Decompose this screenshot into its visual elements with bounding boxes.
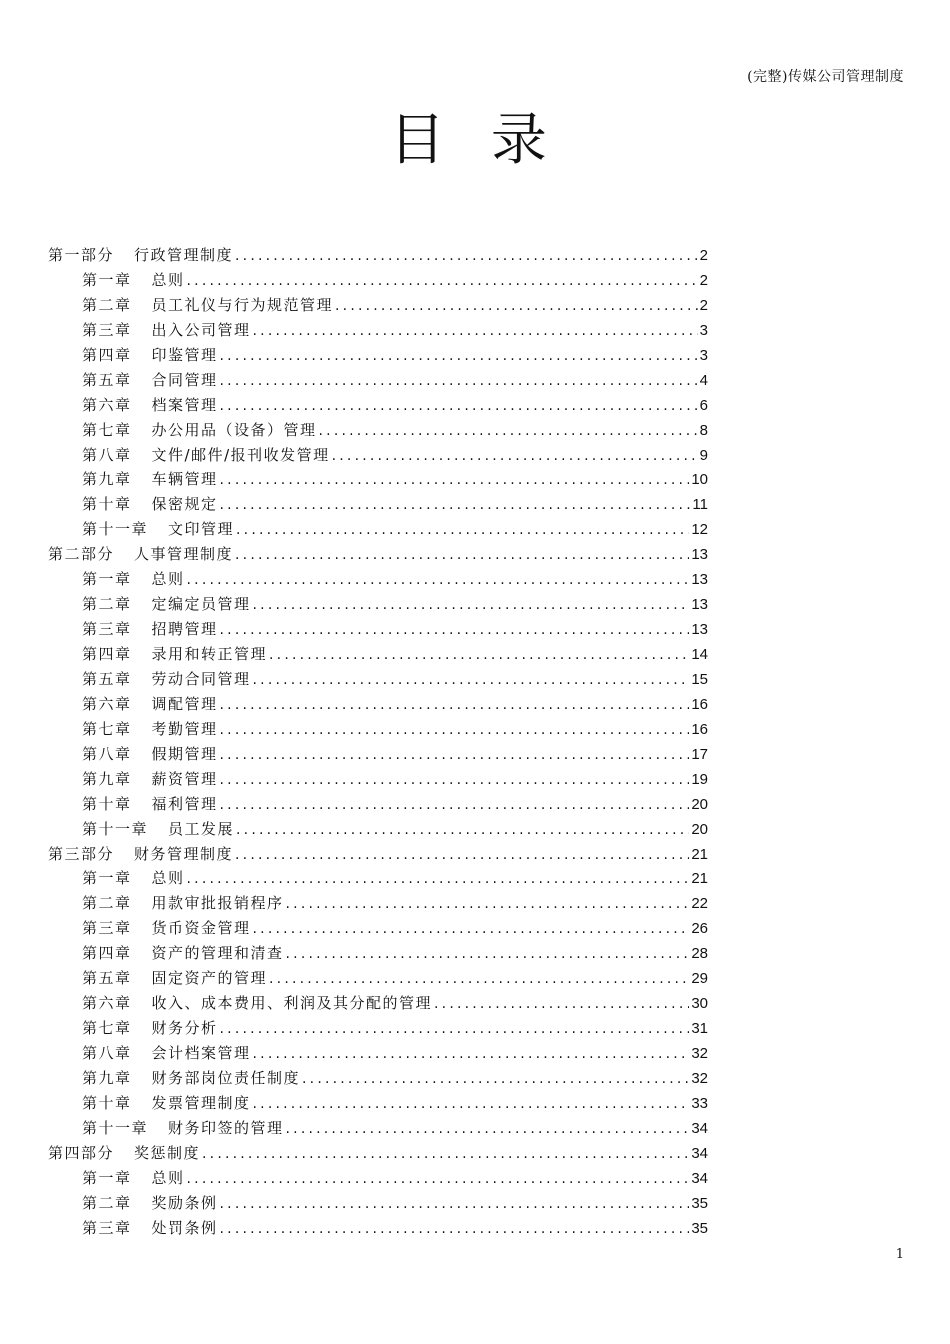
dot-leader <box>335 298 698 314</box>
toc-entry-number: 第九章 <box>82 470 132 489</box>
toc-chapter-entry[interactable] <box>48 942 708 967</box>
toc-chapter-entry[interactable] <box>48 1092 708 1117</box>
dot-leader <box>236 522 689 538</box>
toc-entry-number: 第十一章 <box>82 819 149 838</box>
dot-leader <box>286 946 690 962</box>
toc-entry-number: 第五章 <box>82 370 132 389</box>
toc-chapter-entry[interactable] <box>48 917 708 942</box>
toc-entry-label <box>82 1017 218 1038</box>
toc-entry-page: 33 <box>691 1094 708 1112</box>
toc-entry-label <box>82 718 218 739</box>
toc-entry-label <box>82 1167 185 1188</box>
dot-leader <box>235 847 689 863</box>
dot-leader <box>253 597 690 613</box>
toc-entry-title: 档案管理 <box>151 395 218 414</box>
toc-chapter-entry[interactable] <box>48 444 708 469</box>
toc-chapter-entry[interactable] <box>48 593 708 618</box>
toc-entry-page: 35 <box>691 1219 708 1237</box>
toc-chapter-entry[interactable] <box>48 1117 708 1142</box>
document-header: (完整)传媒公司管理制度 <box>747 69 904 85</box>
toc-chapter-entry[interactable] <box>48 394 708 419</box>
toc-chapter-entry[interactable] <box>48 493 708 518</box>
toc-entry-number: 第二章 <box>82 894 132 913</box>
toc-entry-number: 第三章 <box>82 320 132 339</box>
toc-entry-title: 文印管理 <box>168 520 235 539</box>
toc-entry-label <box>82 1092 251 1113</box>
toc-entry-page: 16 <box>691 695 708 713</box>
toc-entry-page: 28 <box>691 945 708 963</box>
toc-entry-number: 第九章 <box>82 769 132 788</box>
dot-leader <box>187 273 698 289</box>
toc-part-entry[interactable] <box>48 543 708 568</box>
toc-entry-page: 2 <box>699 296 708 314</box>
toc-entry-label <box>48 1142 200 1163</box>
toc-entry-title: 薪资管理 <box>151 769 218 788</box>
dot-leader <box>434 996 689 1012</box>
toc-entry-number: 第六章 <box>82 994 132 1013</box>
toc-entry-page: 34 <box>691 1119 708 1137</box>
toc-entry-label <box>82 743 218 764</box>
toc-entry-label <box>82 618 218 639</box>
toc-entry-page: 30 <box>691 995 708 1013</box>
dot-leader <box>319 423 698 439</box>
toc-entry-label <box>82 319 251 340</box>
toc-entry-label <box>82 967 267 988</box>
toc-entry-number: 第八章 <box>82 445 132 464</box>
toc-entry-label <box>82 369 218 390</box>
toc-entry-number: 第二章 <box>82 595 132 614</box>
toc-entry-number: 第三章 <box>82 919 132 938</box>
toc-entry-title: 奖惩制度 <box>134 1143 201 1162</box>
toc-entry-page: 34 <box>691 1144 708 1162</box>
dot-leader <box>235 547 689 563</box>
toc-entry-page: 8 <box>699 421 708 439</box>
dot-leader <box>302 1071 689 1087</box>
dot-leader <box>187 1171 690 1187</box>
dot-leader <box>220 797 690 813</box>
toc-chapter-entry[interactable] <box>48 468 708 493</box>
toc-entry-label <box>82 394 218 415</box>
toc-entry-title: 财务印签的管理 <box>168 1118 284 1137</box>
dot-leader <box>286 1121 690 1137</box>
dot-leader <box>269 971 689 987</box>
toc-entry-number: 第一章 <box>82 570 132 589</box>
toc-entry-page: 2 <box>699 271 708 289</box>
toc-entry-number: 第十章 <box>82 794 132 813</box>
toc-entry-label <box>82 419 317 440</box>
toc-entry-page: 17 <box>691 745 708 763</box>
toc-entry-label <box>82 1042 251 1063</box>
toc-chapter-entry[interactable] <box>48 743 708 768</box>
toc-entry-title: 保密规定 <box>151 495 218 514</box>
toc-entry-label <box>82 793 218 814</box>
toc-entry-number: 第七章 <box>82 719 132 738</box>
toc-entry-page: 35 <box>691 1194 708 1212</box>
toc-entry-title: 合同管理 <box>151 370 218 389</box>
toc-chapter-entry[interactable] <box>48 793 708 818</box>
toc-chapter-entry[interactable] <box>48 1192 708 1217</box>
toc-entry-label <box>82 444 330 465</box>
toc-entry-label <box>82 518 234 539</box>
toc-entry-label <box>82 867 185 888</box>
dot-leader <box>202 1146 689 1162</box>
toc-chapter-entry[interactable] <box>48 718 708 743</box>
toc-entry-title: 发票管理制度 <box>151 1093 251 1112</box>
toc-entry-page: 3 <box>699 346 708 364</box>
toc-entry-number: 第二章 <box>82 295 132 314</box>
toc-entry-title: 奖励条例 <box>151 1193 218 1212</box>
toc-entry-page: 15 <box>691 670 708 688</box>
toc-entry-page: 3 <box>699 321 708 339</box>
toc-chapter-entry[interactable] <box>48 1167 708 1192</box>
toc-entry-page: 10 <box>691 471 708 489</box>
toc-chapter-entry[interactable] <box>48 867 708 892</box>
toc-entry-page: 4 <box>699 371 708 389</box>
toc-entry-title: 考勤管理 <box>151 719 218 738</box>
dot-leader <box>220 747 690 763</box>
toc-title: 目 录 <box>389 108 561 173</box>
toc-entry-number: 第四部分 <box>48 1143 115 1162</box>
toc-entry-number: 第六章 <box>82 694 132 713</box>
dot-leader <box>253 1046 690 1062</box>
toc-entry-page: 29 <box>691 970 708 988</box>
toc-entry-label <box>82 668 251 689</box>
dot-leader <box>253 921 690 937</box>
dot-leader <box>187 572 690 588</box>
toc-entry-title: 会计档案管理 <box>151 1044 251 1062</box>
dot-leader <box>253 672 690 688</box>
toc-entry-title: 文件/邮件/报刊收发管理 <box>151 445 330 464</box>
toc-entry-page: 34 <box>691 1169 708 1187</box>
toc-entry-page: 22 <box>691 895 708 913</box>
toc-entry-number: 第三部分 <box>48 844 115 863</box>
toc-chapter-entry[interactable] <box>48 518 708 543</box>
toc-entry-page: 19 <box>691 770 708 788</box>
dot-leader <box>269 647 689 663</box>
toc-entry-label <box>48 843 233 864</box>
toc-chapter-entry[interactable] <box>48 818 708 843</box>
toc-entry-label <box>82 1117 284 1138</box>
toc-entry-title: 假期管理 <box>151 744 218 763</box>
toc-entry-title: 固定资产的管理 <box>151 969 268 988</box>
toc-chapter-entry[interactable] <box>48 892 708 917</box>
dot-leader <box>286 896 690 912</box>
toc-entry-title: 总则 <box>151 270 185 289</box>
toc-entry-title: 收入、成本费用、利润及其分配的管理 <box>151 994 433 1013</box>
toc-entry-title: 调配管理 <box>151 694 218 713</box>
toc-chapter-entry[interactable] <box>48 1217 708 1242</box>
dot-leader <box>220 497 691 513</box>
toc-entry-page: 13 <box>691 546 708 564</box>
toc-entry-title: 员工礼仪与行为规范管理 <box>151 295 334 314</box>
toc-entry-label <box>82 917 251 938</box>
toc-entry-label <box>82 1067 300 1088</box>
toc-entry-number: 第八章 <box>82 744 132 763</box>
toc-entry-number: 第十章 <box>82 1093 132 1112</box>
toc-entry-label <box>82 892 284 913</box>
toc-entry-page: 13 <box>691 596 708 614</box>
toc-entry-page: 13 <box>691 571 708 589</box>
toc-chapter-entry[interactable] <box>48 643 708 668</box>
dot-leader <box>187 871 690 887</box>
dot-leader <box>236 822 689 838</box>
dot-leader <box>253 1096 690 1112</box>
toc-entry-number: 第四章 <box>82 645 132 663</box>
toc-chapter-entry[interactable] <box>48 618 708 643</box>
toc-entry-title: 资产的管理和清查 <box>151 944 284 963</box>
dot-leader <box>235 248 698 264</box>
toc-part-entry[interactable] <box>48 244 708 269</box>
toc-entry-title: 福利管理 <box>151 794 218 813</box>
toc-entry-label <box>82 942 284 963</box>
toc-entry-title: 印鉴管理 <box>151 345 218 364</box>
toc-entry-title: 用款审批报销程序 <box>151 894 284 913</box>
dot-leader <box>220 722 690 738</box>
dot-leader <box>220 1221 690 1237</box>
toc-entry-number: 第七章 <box>82 1019 132 1038</box>
toc-entry-page: 11 <box>692 496 708 514</box>
toc-entry-page: 12 <box>691 521 708 539</box>
toc-entry-label <box>82 294 333 315</box>
toc-entry-page: 32 <box>691 1069 708 1087</box>
toc-chapter-entry[interactable] <box>48 992 708 1017</box>
toc-entry-title: 财务部岗位责任制度 <box>151 1068 301 1087</box>
toc-entry-label <box>82 568 185 589</box>
toc-chapter-entry[interactable] <box>48 1017 708 1042</box>
toc-part-entry[interactable] <box>48 843 708 868</box>
toc-entry-page: 21 <box>691 845 708 863</box>
toc-entry-page: 16 <box>691 720 708 738</box>
dot-leader <box>220 1021 690 1037</box>
toc-entry-number: 第三章 <box>82 620 132 639</box>
toc-entry-page: 21 <box>691 870 708 888</box>
toc-entry-number: 第五章 <box>82 969 132 988</box>
dot-leader <box>220 1196 690 1212</box>
toc-entry-page: 31 <box>691 1020 708 1038</box>
toc-entry-number: 第三章 <box>82 1218 132 1237</box>
toc-chapter-entry[interactable] <box>48 319 708 344</box>
toc-entry-title: 车辆管理 <box>151 470 218 489</box>
toc-entry-title: 劳动合同管理 <box>151 669 251 688</box>
dot-leader <box>253 323 698 339</box>
toc-entry-title: 总则 <box>151 570 185 589</box>
toc-entry-title: 财务分析 <box>151 1019 218 1038</box>
dot-leader <box>220 398 698 414</box>
toc-entry-number: 第四章 <box>82 345 132 364</box>
dot-leader <box>220 772 690 788</box>
toc-entry-label <box>82 643 267 664</box>
toc-entry-page: 32 <box>691 1045 708 1062</box>
toc-entry-title: 招聘管理 <box>151 620 218 639</box>
toc-entry-title: 人事管理制度 <box>134 545 234 564</box>
toc-entry-label <box>82 593 251 614</box>
toc-entry-page: 20 <box>691 820 708 838</box>
toc-entry-number: 第十一章 <box>82 520 149 539</box>
toc-entry-label <box>82 1192 218 1213</box>
toc-entry-title: 员工发展 <box>168 819 235 838</box>
toc-chapter-entry[interactable] <box>48 768 708 793</box>
table-of-contents <box>48 244 708 1242</box>
toc-entry-title: 办公用品（设备）管理 <box>151 420 317 439</box>
toc-entry-number: 第一章 <box>82 869 132 888</box>
toc-chapter-entry[interactable] <box>48 1042 708 1067</box>
toc-entry-number: 第八章 <box>82 1044 132 1062</box>
toc-entry-title: 处罚条例 <box>151 1218 218 1237</box>
toc-entry-label <box>82 818 234 839</box>
toc-entry-page: 2 <box>699 247 708 264</box>
toc-entry-label <box>82 1217 218 1238</box>
toc-chapter-entry[interactable] <box>48 967 708 992</box>
toc-entry-label <box>82 693 218 714</box>
toc-chapter-entry[interactable] <box>48 294 708 319</box>
toc-entry-label <box>82 493 218 514</box>
toc-entry-label <box>82 992 432 1013</box>
toc-entry-number: 第九章 <box>82 1068 132 1087</box>
toc-entry-number: 第十一章 <box>82 1118 149 1137</box>
toc-entry-title: 总则 <box>151 869 185 888</box>
toc-entry-label <box>82 269 185 290</box>
toc-entry-number: 第四章 <box>82 944 132 963</box>
toc-chapter-entry[interactable] <box>48 568 708 593</box>
toc-entry-number: 第六章 <box>82 395 132 414</box>
toc-entry-number: 第五章 <box>82 669 132 688</box>
toc-entry-number: 第七章 <box>82 420 132 439</box>
toc-entry-number: 第十章 <box>82 495 132 514</box>
toc-chapter-entry[interactable] <box>48 693 708 718</box>
toc-chapter-entry[interactable] <box>48 344 708 369</box>
toc-entry-label <box>48 543 233 564</box>
toc-entry-title: 财务管理制度 <box>134 844 234 863</box>
toc-chapter-entry[interactable] <box>48 369 708 394</box>
toc-part-entry[interactable] <box>48 1142 708 1167</box>
toc-entry-page: 20 <box>691 795 708 813</box>
toc-entry-page: 14 <box>691 646 708 663</box>
dot-leader <box>220 622 690 638</box>
toc-entry-title: 定编定员管理 <box>151 595 251 614</box>
toc-entry-title: 总则 <box>151 1168 185 1187</box>
page-number: 1 <box>895 1247 904 1262</box>
toc-entry-title: 货币资金管理 <box>151 919 251 938</box>
toc-entry-title: 录用和转正管理 <box>151 645 268 663</box>
toc-entry-label <box>48 244 233 265</box>
toc-entry-page: 6 <box>699 396 708 414</box>
toc-entry-label <box>82 344 218 365</box>
toc-entry-page: 26 <box>691 920 708 938</box>
dot-leader <box>220 697 690 713</box>
toc-entry-number: 第一章 <box>82 270 132 289</box>
toc-entry-number: 第二章 <box>82 1193 132 1212</box>
dot-leader <box>220 472 690 488</box>
toc-entry-label <box>82 768 218 789</box>
toc-chapter-entry[interactable] <box>48 419 708 444</box>
toc-chapter-entry[interactable] <box>48 269 708 294</box>
toc-entry-number: 第一章 <box>82 1168 132 1187</box>
toc-entry-number: 第一部分 <box>48 246 115 264</box>
toc-entry-page: 13 <box>691 621 708 639</box>
toc-entry-title: 出入公司管理 <box>151 320 251 339</box>
dot-leader <box>332 448 698 464</box>
toc-entry-number: 第二部分 <box>48 545 115 564</box>
dot-leader <box>220 373 698 389</box>
dot-leader <box>220 348 698 364</box>
toc-entry-label <box>82 468 218 489</box>
toc-entry-title: 行政管理制度 <box>134 246 234 264</box>
toc-entry-page: 9 <box>699 446 708 464</box>
toc-chapter-entry[interactable] <box>48 668 708 693</box>
toc-chapter-entry[interactable] <box>48 1067 708 1092</box>
